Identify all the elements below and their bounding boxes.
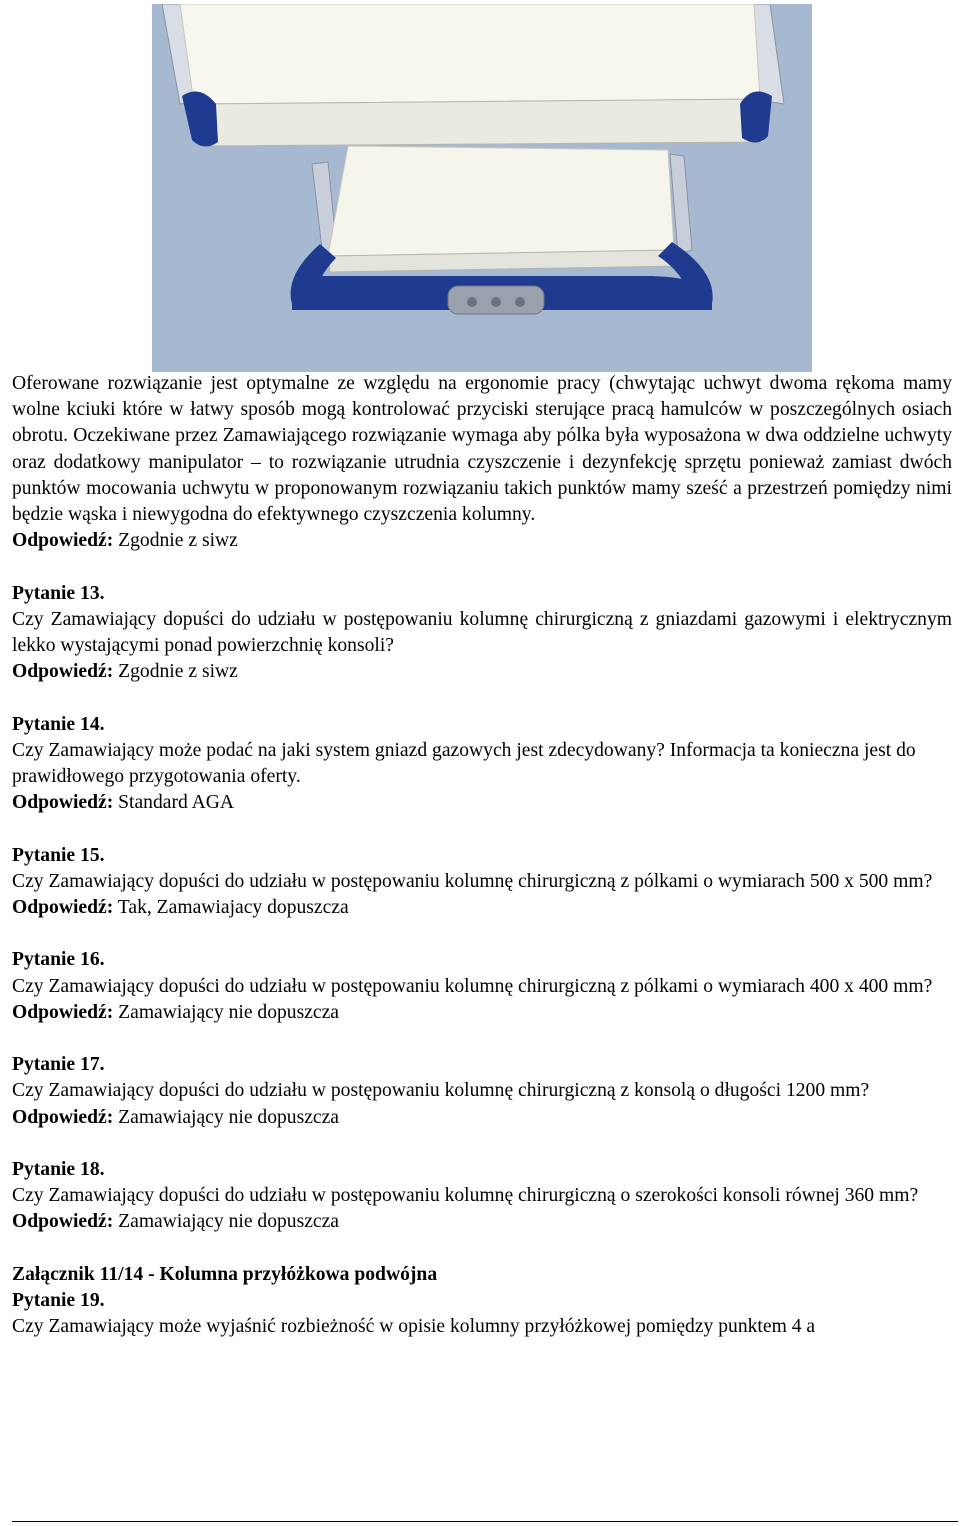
shelf-product-image [152,4,812,372]
upper-right-bumper [740,92,772,143]
question-title: Pytanie 15. [12,844,105,866]
question-text: Czy Zamawiający dopuści do udziału w postępowaniu kolumnę chirurgiczną o szerokości konsoli równej 360 mm? [12,1185,919,1207]
answer-label: Odpowiedź: [12,661,114,683]
question-text: Czy Zamawiający dopuści do udziału w postępowaniu kolumnę chirurgiczną z pólkami o wymiarach 500 x 500 mm? [12,870,933,892]
handle-button-3 [515,297,525,307]
handle-button-2 [491,297,501,307]
answer-label: Odpowiedź: [12,1001,114,1023]
question-title: Pytanie 14. [12,713,105,735]
question-text: Czy Zamawiający może podać na jaki system gniazd gazowych jest zdecydowany? Informacja ta konieczna jest do prawidłowego przygotowania oferty. [12,739,916,788]
intro-paragraph: Oferowane rozwiązanie jest optymalne ze względu na ergonomie pracy (chwytając uchwyt dwoma rękoma mamy wolne kciuki które w łatwy sposób mogą kontrolować przyciski sterujące pracą hamulców w poszczególnych osiach obrotu. Oczekiwane przez Zamawiającego rozwiązanie wymaga aby pólka była wyposażona w dwa oddzielne uchwyty oraz dodatkowy manipulator – to rozwiązanie utrudnia czyszczenie i dezynfekcję sprzętu ponieważ zamiast dwóch punktów mocowania uchwytu w proponowanym rozwiązaniu takich punktów mamy sześć a przestrzeń pomiędzy nimi będzie wąska i niewygodna do efektywnego czyszczenia kolumny. [12,373,952,526]
question-text: Czy Zamawiający dopuści do udziału w postępowaniu kolumnę chirurgiczną z gniazdami gazowymi i elektrycznym lekko wystającymi ponad powierzchnię konsoli? [12,608,952,657]
answer-text: Zgodnie z siwz [113,530,238,552]
question-title: Pytanie 16. [12,949,105,971]
question-answer [12,790,952,816]
handle-button-1 [467,297,477,307]
answer-label: Odpowiedź: [12,792,114,814]
spacer [12,554,952,580]
answer-text: Standard AGA [113,792,235,814]
upper-shelf-top [180,4,760,104]
attachment-heading: Załącznik 11/14 - Kolumna przyłóżkowa podwójna [12,1263,438,1285]
answer-text: Zamawiający nie dopuszcza [113,1106,340,1128]
spacer [12,1236,952,1262]
question-answer [12,1105,952,1131]
question-title: Pytanie 13. [12,582,105,604]
document-body [12,371,952,1340]
upper-shelf-front [194,99,764,146]
answer-text: Zamawiający nie dopuszcza [113,1001,340,1023]
spacer [12,816,952,842]
question-answer [12,1209,952,1235]
question-text: Czy Zamawiający dopuści do udziału w postępowaniu kolumnę chirurgiczną z konsolą o długości 1200 mm? [12,1080,870,1102]
question-answer [12,659,952,685]
spacer [12,921,952,947]
question-title: Pytanie 17. [12,1054,105,1076]
question-text: Czy Zamawiający dopuści do udziału w postępowaniu kolumnę chirurgiczną z pólkami o wymiarach 400 x 400 mm? [12,975,933,997]
question-text: Czy Zamawiający może wyjaśnić rozbieżność w opisie kolumny przyłóżkowej pomiędzy punktem 4 a [12,1316,816,1338]
question-answer [12,895,952,921]
answer-label: Odpowiedź: [12,1106,114,1128]
answer-text: Zamawiający nie dopuszcza [113,1211,340,1233]
question-title: Pytanie 18. [12,1159,105,1180]
spacer [12,1026,952,1052]
lower-shelf-top [328,146,674,256]
footer-rule [12,1521,958,1522]
answer-text: Zgodnie z siwz [113,661,238,683]
intro-answer [12,528,952,554]
answer-label: Odpowiedź: [12,897,114,919]
answer-label: Odpowiedź: [12,530,114,552]
shelf-illustration [152,4,812,372]
question-title: Pytanie 19. [12,1290,105,1311]
answer-label: Odpowiedź: [12,1211,114,1233]
spacer [12,1131,952,1157]
answer-text: Tak, Zamawiajacy dopuszcza [113,897,349,919]
spacer [12,685,952,711]
question-answer [12,1000,952,1026]
